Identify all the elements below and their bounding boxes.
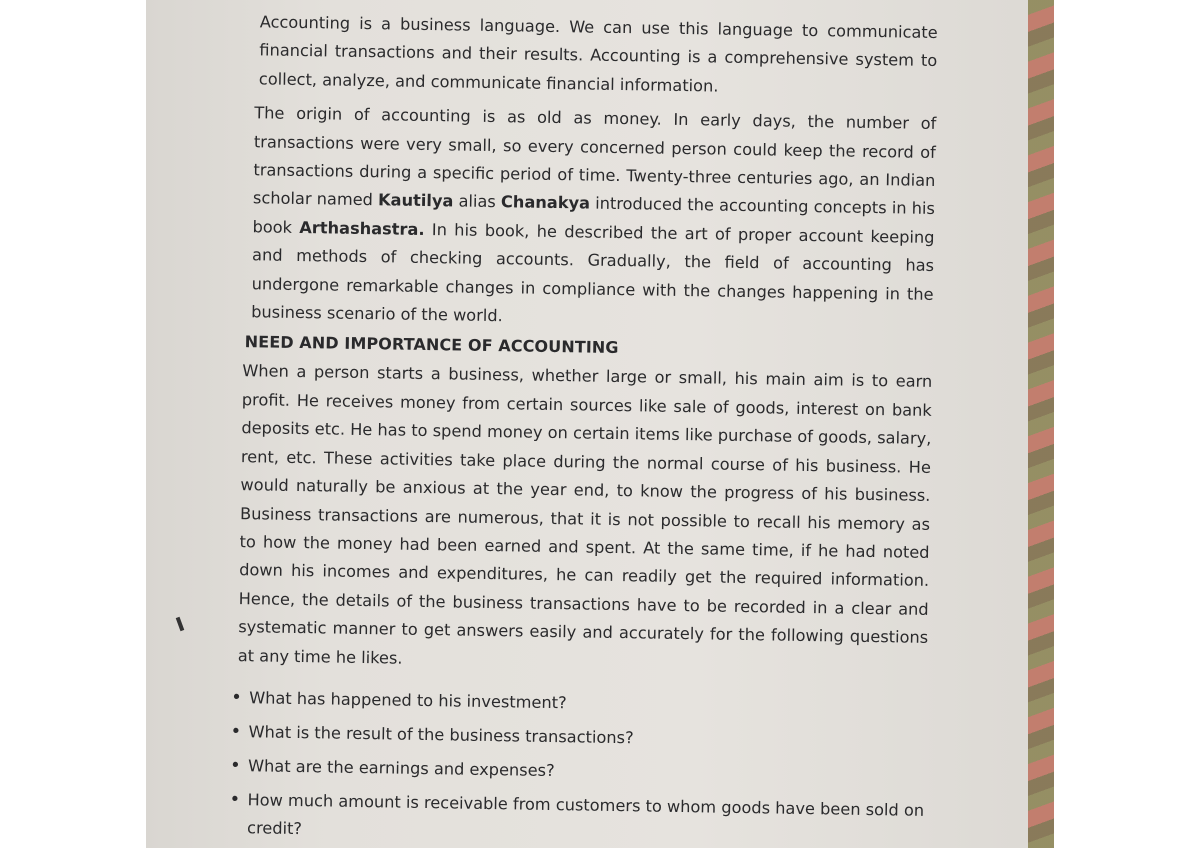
book-title-arthashastra: Arthashastra.	[299, 217, 425, 239]
history-text-a: The origin of accounting is as old as money. In early days, the number of transactions were very small, so every concerned person could keep the record of transactions during a specific period of time. Twenty-three centuries ago, an Indian scholar named	[252, 103, 937, 210]
list-item-text: What are the earnings and expenses?	[247, 756, 555, 781]
section-heading: NEED AND IMPORTANCE OF ACCOUNTING	[244, 332, 619, 358]
bullet-icon: •	[230, 720, 242, 743]
history-paragraph	[233, 99, 936, 337]
list-item-text: What is the result of the business transactions?	[248, 722, 634, 748]
name-chanakya: Chanakya	[500, 192, 591, 213]
bullet-icon: •	[231, 686, 242, 709]
list-item	[231, 684, 927, 723]
list-item	[229, 786, 926, 853]
bullet-icon: •	[229, 754, 241, 777]
history-text-c: introduced the accounting concepts in his book	[252, 193, 936, 237]
page-text	[225, 8, 938, 859]
bullet-icon: •	[229, 788, 241, 811]
history-text-b: alias	[453, 191, 502, 212]
intro-paragraph: Accounting is a business language. We can use this language to communicate financial transactions and their results. Accounting is a comprehensive system to collect, analyze, and communicate financial information.	[258, 12, 938, 96]
questions-list	[225, 684, 927, 853]
list-item-text: How much amount is receivable from customers to whom goods have been sold on credit?	[246, 790, 925, 839]
name-kautilya: Kautilya	[377, 190, 454, 211]
list-item	[230, 752, 926, 791]
background-fabric	[1028, 0, 1054, 848]
history-text-d: In his book, he described the art of proper account keeping and methods of checking accounts. Gradually, the field of accounting has undergone remarkable changes in compliance with the changes happening in the business scenario of the world.	[251, 219, 935, 326]
list-item-text: What has happened to his investment?	[249, 688, 567, 713]
list-item	[230, 718, 926, 757]
importance-paragraph: When a person starts a business, whether large or small, his main aim is to earn profit. He receives money from certain sources like sale of goods, interest on bank deposits etc. He has to spend money on certain items like purchase of goods, salary, rent, etc. These activities take place during the normal course of his business. He would naturally be anxious at the year end, to know the progress of his business. Business transactions are numerous, that it is not possible to recall his memory as to how the money had been earned and spent. At the same time, if he had noted down his incomes and expenditures, he can readily get the required information. Hence, the details of the business transactions have to be recorded in a clear and systematic manner to get answers easily and accurately for the following questions at any time he likes.	[237, 361, 933, 668]
